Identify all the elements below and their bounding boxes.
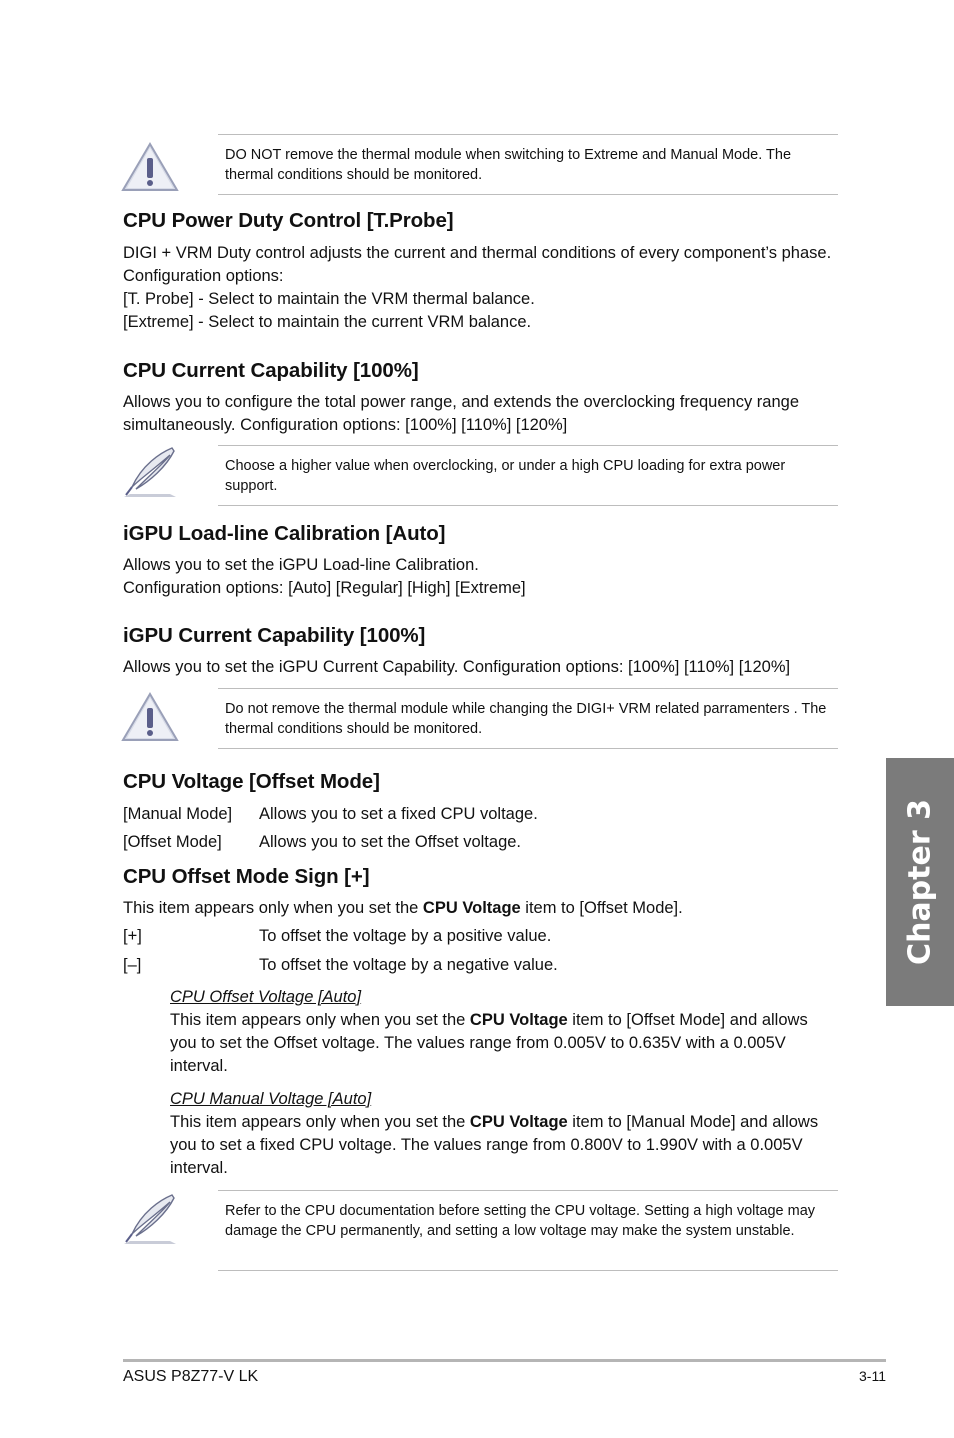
tip-note [120,1190,838,1271]
warning-icon [120,688,180,744]
paragraph-line: Allows you to set the iGPU Load-line Calibration. [123,556,479,574]
footer-product-name: ASUS P8Z77-V LK [123,1368,259,1385]
heading-cpu-voltage: CPU Voltage [Offset Mode] [123,770,380,793]
paragraph [123,554,838,600]
heading-cpu-power-duty-control: CPU Power Duty Control [T.Probe] [123,209,454,232]
subsection-title: CPU Offset Voltage [Auto] [170,988,362,1006]
option-key: [+] [123,927,142,945]
text-run: This item appears only when you set the [123,899,423,917]
text-run: item to [Offset Mode] and allows you to set the Offset voltage. The values range from 0.005V to 0.635V with a 0.005V interval. [170,1011,808,1075]
paragraph-line: [Extreme] - Select to maintain the current VRM balance. [123,313,532,331]
paragraph: Allows you to set the iGPU Current Capability. Configuration options: [100%] [110%] [120%] [123,658,791,676]
text-run: This item appears only when you set the [170,1113,470,1131]
tip-note [120,445,838,506]
heading-igpu-current-capability: iGPU Current Capability [100%] [123,624,426,647]
option-value: To offset the voltage by a positive value. [259,927,552,945]
tip-note-text: Refer to the CPU documentation before setting the CPU voltage. Setting a high voltage may damage the CPU permanently, and setting a low voltage may make the system unstable. [225,1203,816,1239]
paragraph: Allows you to configure the total power range, and extends the overclocking frequency range simultaneously. Configuration options: [100%] [110%] [120%] [123,393,799,434]
option-value: Allows you to set the Offset voltage. [259,833,522,851]
page-number: 3-11 [859,1368,886,1384]
heading-cpu-offset-mode-sign: CPU Offset Mode Sign [+] [123,865,370,888]
bold-term: CPU Voltage [422,899,521,917]
warning-icon [120,138,180,194]
subsection-title: CPU Manual Voltage [Auto] [170,1090,372,1108]
chapter-tab [886,758,954,1006]
warning-note [120,134,838,195]
subsection-cpu-manual-voltage [170,1088,838,1180]
chapter-tab-label: Chapter 3 [902,799,938,965]
tip-note-text: Choose a higher value when overclocking, or under a high CPU loading for extra power support. [225,458,786,494]
warning-note-text: Do not remove the thermal module while changing the DIGI+ VRM related parramenters . The thermal conditions should be monitored. [225,701,827,737]
text-run: item to [Manual Mode] and allows you to set a fixed CPU voltage. The values range from 0.800V to 1.990V with a 0.005V interval. [170,1113,819,1177]
warning-note-text: DO NOT remove the thermal module when switching to Extreme and Manual Mode. The thermal conditions should be monitored. [225,147,792,183]
paragraph-line: DIGI + VRM Duty control adjusts the current and thermal conditions of every component’s phase. Configuration options: [123,244,832,285]
text-run: This item appears only when you set the [170,1011,470,1029]
heading-cpu-current-capability: CPU Current Capability [100%] [123,359,419,382]
heading-igpu-load-line-calibration: iGPU Load-line Calibration [Auto] [123,522,446,545]
option-key: [Manual Mode] [123,805,233,823]
paragraph-line: [T. Probe] - Select to maintain the VRM thermal balance. [123,290,535,308]
quill-pen-icon [120,445,180,501]
option-value: To offset the voltage by a negative value. [259,956,558,974]
text-run: item to [Offset Mode]. [520,899,683,917]
paragraph [123,242,838,334]
paragraph-line: Configuration options: [Auto] [Regular] [High] [Extreme] [123,579,526,597]
warning-note [120,688,838,749]
option-key: [Offset Mode] [123,833,222,851]
paragraph [123,897,838,920]
subsection-cpu-offset-voltage [170,986,838,1078]
bold-term: CPU Voltage [469,1011,568,1029]
option-value: Allows you to set a fixed CPU voltage. [259,805,538,823]
option-key: [–] [123,956,142,974]
footer-divider [123,1359,886,1362]
quill-pen-icon [120,1192,180,1248]
bold-term: CPU Voltage [469,1113,568,1131]
